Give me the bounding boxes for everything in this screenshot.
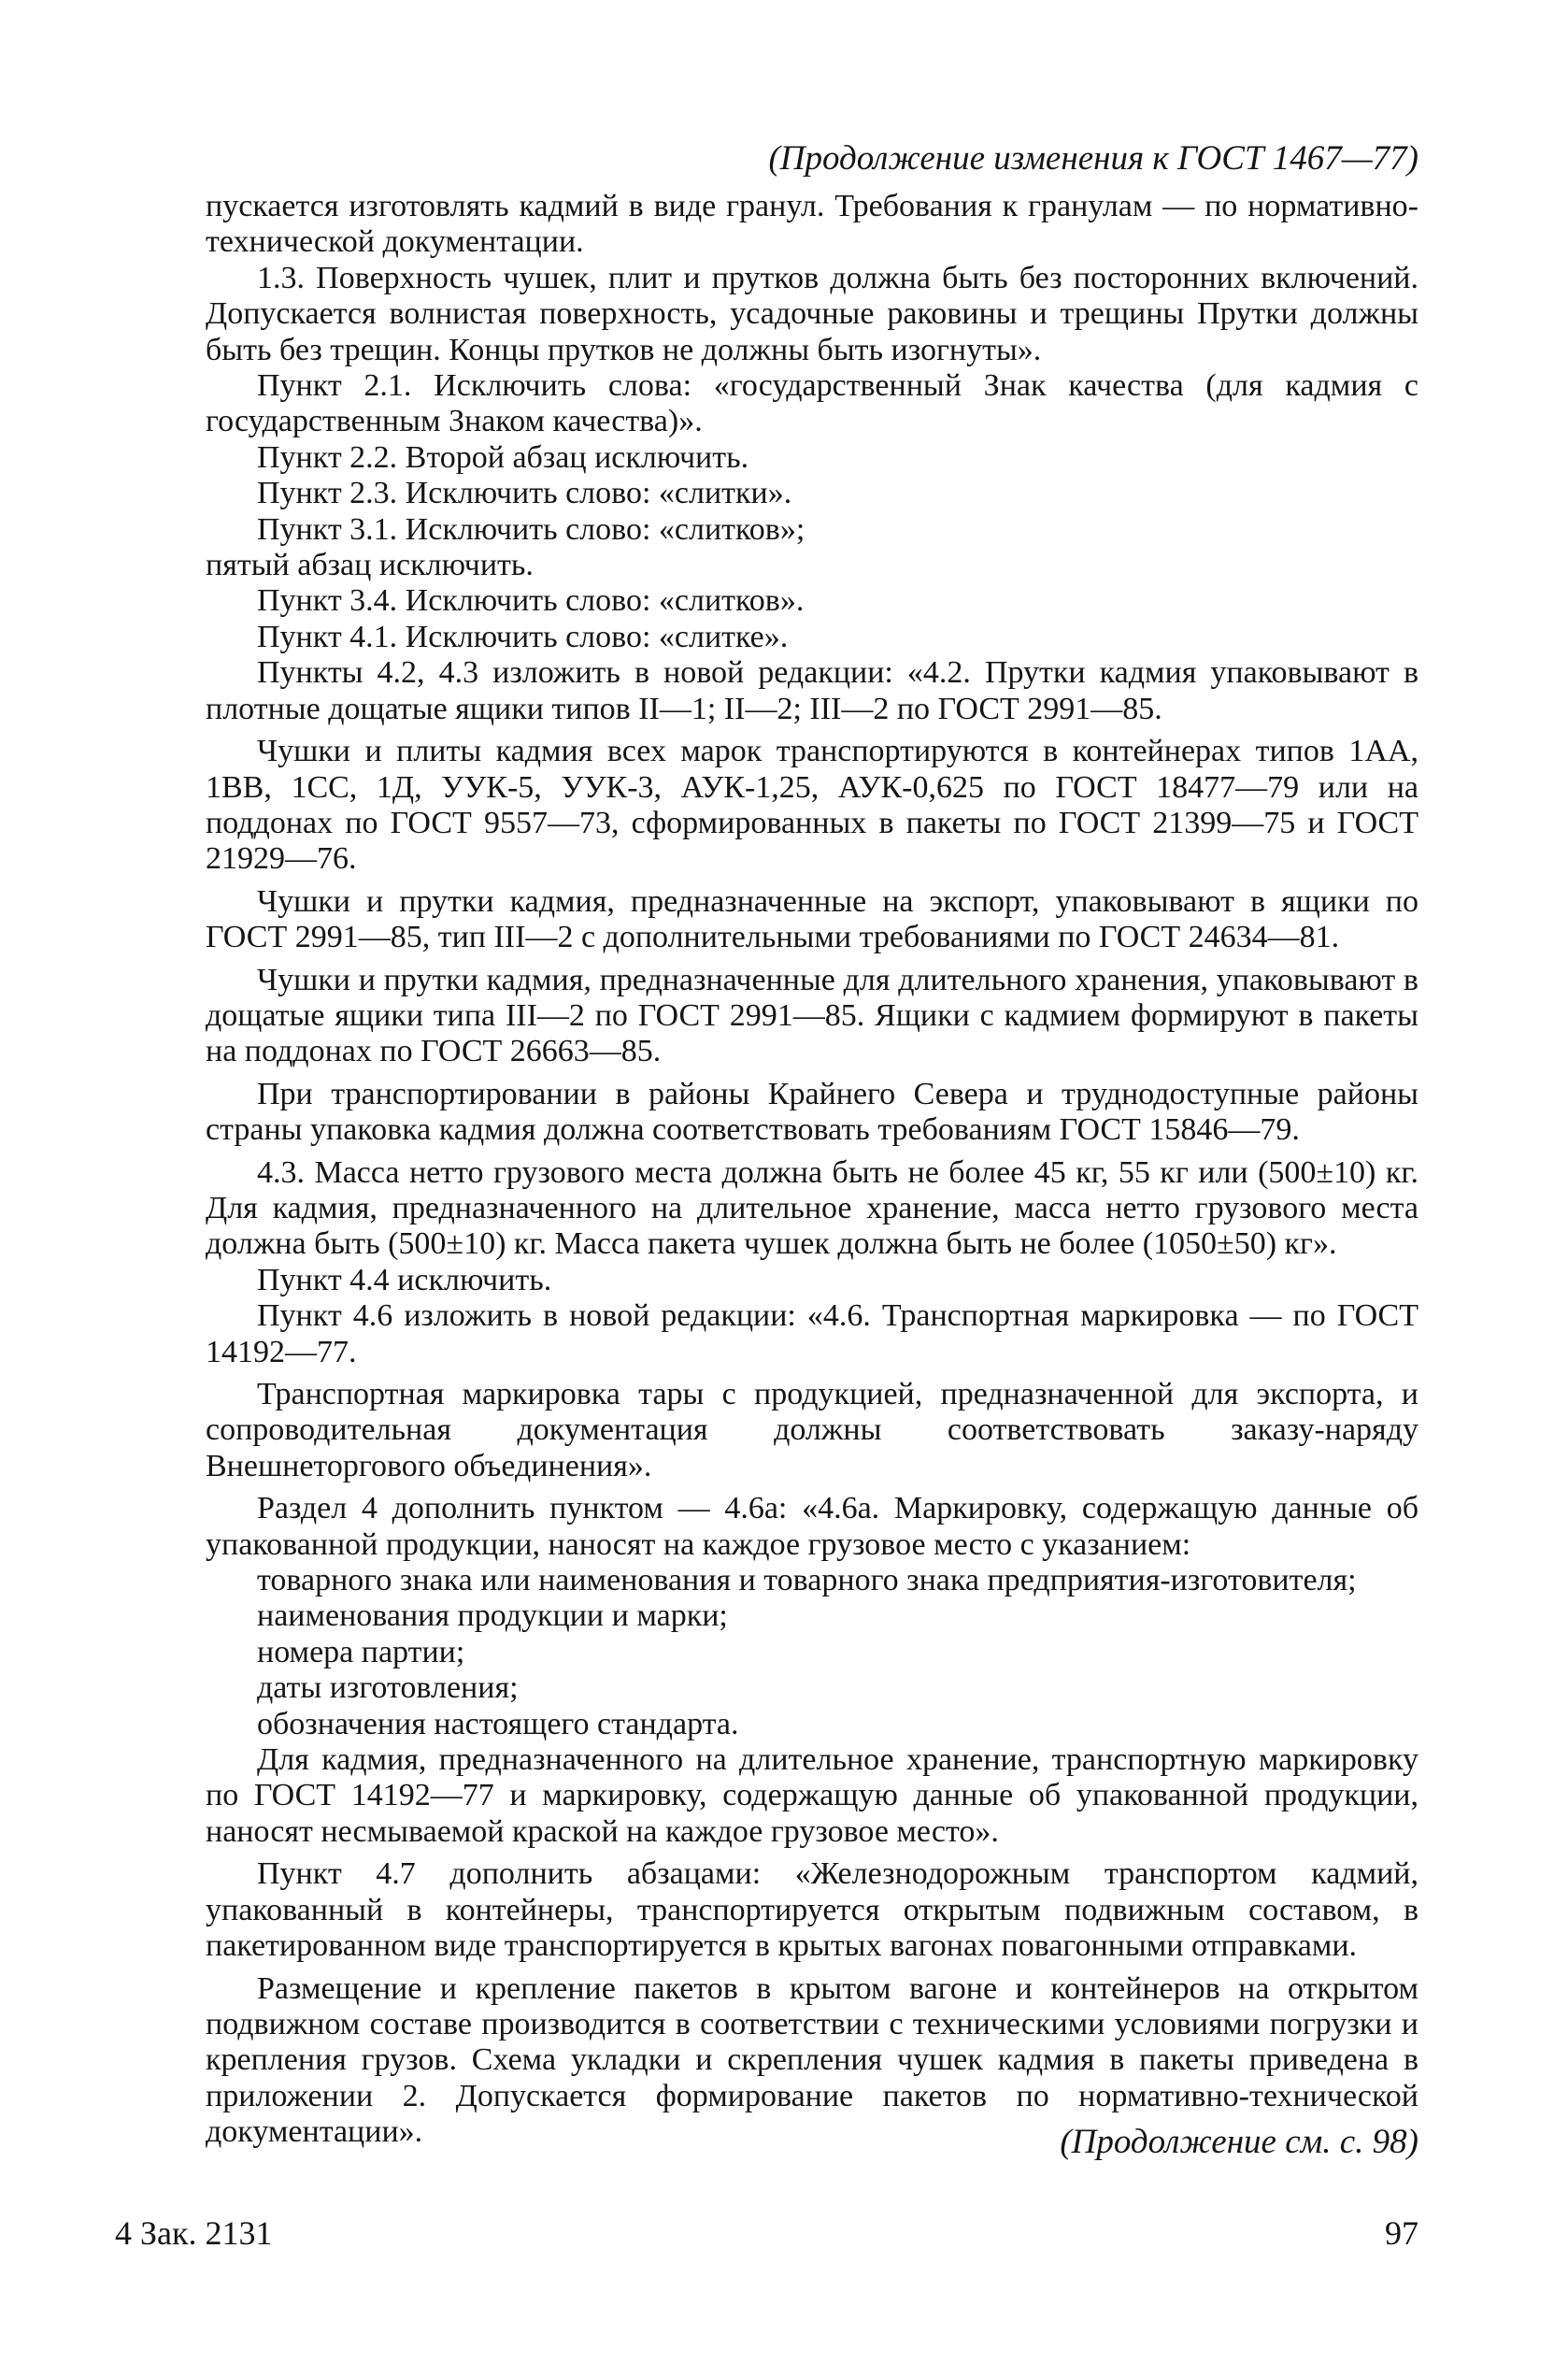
paragraph-long-storage-marking: Для кадмия, предназначенного на длительное хранение, транспортную маркировку по ГОСТ 14192—77 и маркировку, содержащую данные об упакованной продукции, наносят несмываемой краской на каждое грузовое место». — [206, 1742, 1418, 1849]
paragraph-1-3: 1.3. Поверхность чушек, плит и прутков должна быть без посторонних включений. Допускается волнистая поверхность, усадочные раковины и трещины Прутки должны быть без трещин. Концы прутков не должны быть изогнуты». — [206, 260, 1418, 367]
paragraph-4-4: Пункт 4.4 исключить. — [257, 1262, 552, 1297]
continuation-note: (Продолжение см. с. 98) — [1060, 2123, 1418, 2161]
body-text — [206, 189, 1418, 2151]
paragraph-north: При транспортировании в районы Крайнего Севера и труднодоступные районы страны упаковка кадмия должна соответствовать требованиям ГОСТ 15846—79. — [206, 1076, 1418, 1148]
order-number: 4 Зак. 2131 — [115, 2214, 273, 2252]
paragraph-storage: Чушки и прутки кадмия, предназначенные для длительного хранения, упаковывают в дощатые ящики типа III—2 по ГОСТ 2991—85. Ящики с кадмием формируют в пакеты на поддонах по ГОСТ 26663—85. — [206, 962, 1418, 1069]
paragraph-3-4: Пункт 3.4. Исключить слово: «слитков». — [257, 583, 805, 619]
list-item: товарного знака или наименования и товарного знака предприятия-изготовителя; — [257, 1563, 1357, 1598]
paragraph-2-2: Пункт 2.2. Второй абзац исключить. — [257, 439, 749, 475]
paragraph-4-7: Пункт 4.7 дополнить абзацами: «Железнодорожным транспортом кадмий, упакованный в контейнеры, транспортируется открытым подвижным составом, в пакетированном виде транспортируется в крытых вагонах повагонными отправками. — [206, 1856, 1418, 1964]
paragraph-2-1: Пункт 2.1. Исключить слова: «государственный Знак качества (для кадмия с государственным Знаком качества)». — [206, 368, 1418, 439]
paragraph-4-2: Пункты 4.2, 4.3 изложить в новой редакции: «4.2. Прутки кадмия упаковывают в плотные дощатые ящики типов II—1; II—2; III—2 по ГОСТ 2991—85. — [206, 655, 1418, 726]
paragraph-2-3: Пункт 2.3. Исключить слово: «слитки». — [257, 476, 792, 511]
paragraph-containers: Чушки и плиты кадмия всех марок транспортируются в контейнерах типов 1АА, 1ВВ, 1СС, 1Д, УУК-5, УУК-3, АУК-1,25, АУК-0,625 по ГОСТ 18477—79 или на поддонах по ГОСТ 9557—73, сформированных в пакеты по ГОСТ 21399—75 и ГОСТ 21929—76. — [206, 734, 1418, 877]
list-item: даты изготовления; — [257, 1670, 519, 1706]
list-item: обозначения настоящего стандарта. — [257, 1706, 739, 1741]
page-number: 97 — [1385, 2214, 1418, 2252]
paragraph-export: Чушки и прутки кадмия, предназначенные на экспорт, упаковывают в ящики по ГОСТ 2991—85, тип III—2 с дополнительными требованиями по ГОСТ 24634—81. — [206, 883, 1418, 955]
paragraph-3-1-cont: пятый абзац исключить. — [206, 548, 534, 583]
running-header: (Продолжение изменения к ГОСТ 1467—77) — [768, 139, 1418, 178]
paragraph-export-marking: Транспортная маркировка тары с продукцией, предназначенной для экспорта, и сопроводительная документация должны соответствовать заказу-наряду Внешнеторгового объединения». — [206, 1377, 1418, 1483]
paragraph-4-6: Пункт 4.6 изложить в новой редакции: «4.6. Транспортная маркировка — по ГОСТ 14192—77. — [206, 1298, 1418, 1369]
paragraph-continuation: пускается изготовлять кадмий в виде гранул. Требования к гранулам — по нормативно-технической документации. — [206, 189, 1418, 260]
paragraph-placement: Размещение и крепление пакетов в крытом вагоне и контейнеров на открытом подвижном составе производится в соответствии с техническими условиями погрузки и крепления грузов. Схема укладки и скрепления чушек кадмия в пакеты приведена в приложении 2. Допускается формирование пакетов по нормативно-технической документации». — [206, 1970, 1418, 2150]
paragraph-4-3: 4.3. Масса нетто грузового места должна быть не более 45 кг, 55 кг или (500±10) кг. Для кадмия, предназначенного на длительное хранение, масса нетто грузового места должна быть (500±10) кг. Масса пакета чушек должна быть не более (1050±50) кг». — [206, 1154, 1418, 1262]
paragraph-4-1: Пункт 4.1. Исключить слово: «слитке». — [257, 619, 789, 654]
paragraph-3-1: Пункт 3.1. Исключить слово: «слитков»; — [257, 511, 805, 547]
list-item: наименования продукции и марки; — [257, 1598, 728, 1634]
paragraph-4-6a: Раздел 4 дополнить пунктом — 4.6а: «4.6а. Маркировку, содержащую данные об упакованной продукции, наносят на каждое грузовое место с указанием: — [206, 1491, 1418, 1562]
list-item: номера партии; — [257, 1634, 465, 1669]
